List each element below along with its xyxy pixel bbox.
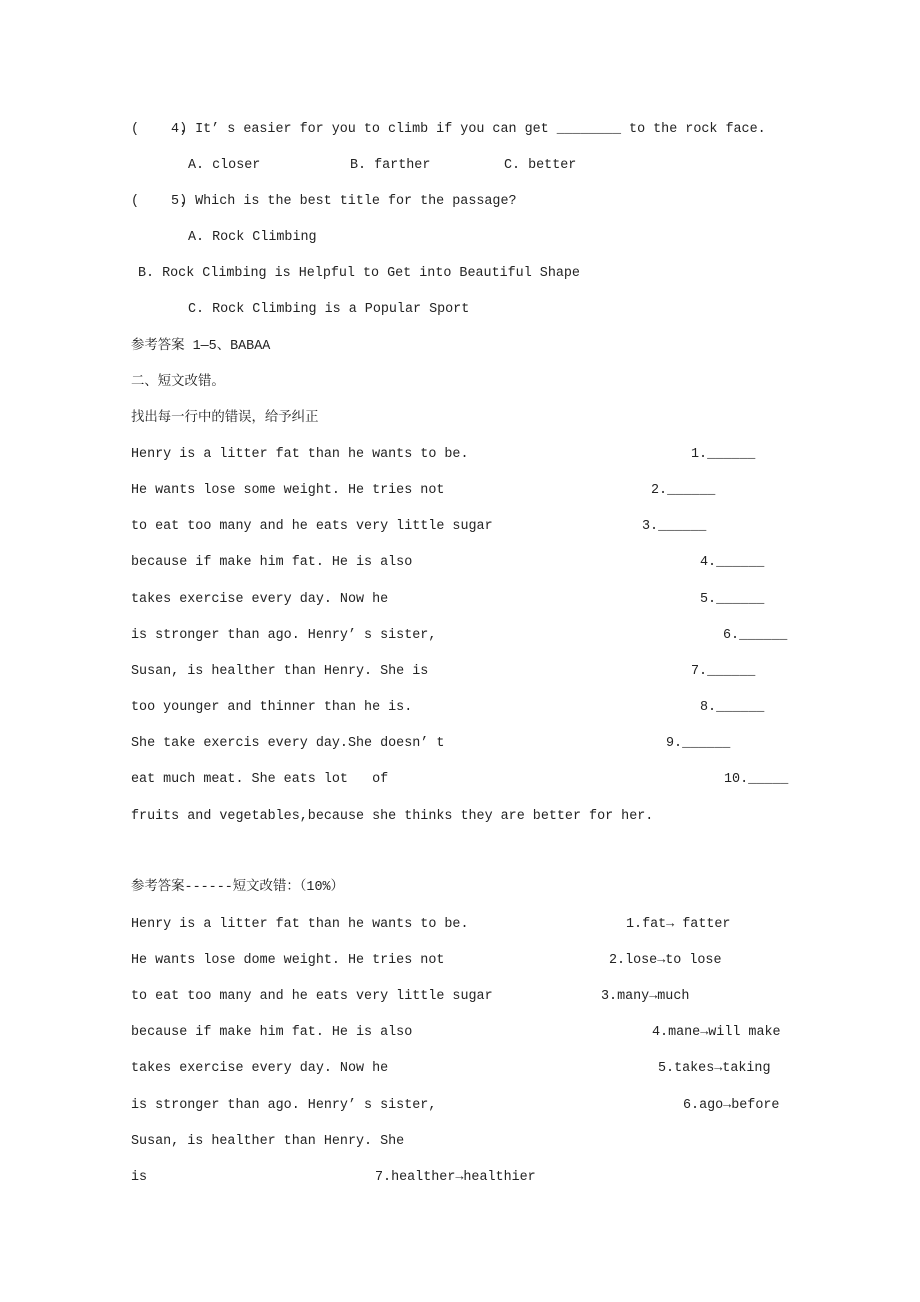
answer-blank: 2.______ [651,483,716,498]
answer-blank: 7.______ [691,664,756,679]
answer-blank: 10._____ [724,772,789,787]
correction: 5.takes→taking [658,1061,771,1076]
question-5-option-c: C. Rock Climbing is a Popular Sport [188,302,470,317]
correction: 6.ago→before [683,1098,780,1113]
question-5-option-a: A. Rock Climbing [188,230,317,245]
passage-line: eat much meat. She eats lot of [131,772,389,787]
correction: 4.mane→will make [652,1025,781,1040]
section-2-instruction: 找出每一行中的错误，给予纠正 [131,411,319,426]
question-4-paren: ( ) [131,122,188,137]
correction: 2.lose→to lose [609,953,722,968]
question-4-option-c: C. better [504,158,577,173]
question-4-option-b: B. farther [350,158,431,173]
question-4-text: 4. It’ s easier for you to climb if you can get ________ to the rock face. [171,122,766,137]
answer-key-2-title: 参考答案------短文改错：（10%） [131,880,344,895]
answer-passage-line: He wants lose dome weight. He tries not [131,953,445,968]
answer-passage-line: Henry is a litter fat than he wants to be. [131,917,469,932]
passage-line: Henry is a litter fat than he wants to be. [131,447,469,462]
answer-passage-line: to eat too many and he eats very little sugar [131,989,493,1004]
answer-key-1: 参考答案 1—5、BABAA [131,339,271,354]
passage-line: because if make him fat. He is also [131,555,413,570]
passage-line: is stronger than ago. Henry’ s sister, [131,628,437,643]
section-2-title: 二、短文改错。 [131,375,225,390]
answer-passage-line: is [131,1170,148,1185]
passage-line: fruits and vegetables,because she thinks they are better for her. [131,809,654,824]
passage-line: Susan, is healther than Henry. She is [131,664,429,679]
passage-line: takes exercise every day. Now he [131,592,389,607]
passage-line: He wants lose some weight. He tries not [131,483,445,498]
answer-passage-line: is stronger than ago. Henry’ s sister, [131,1098,437,1113]
answer-blank: 1.______ [691,447,756,462]
answer-blank: 3.______ [642,519,707,534]
question-4-option-a: A. closer [188,158,261,173]
passage-line: too younger and thinner than he is. [131,700,413,715]
answer-passage-line: because if make him fat. He is also [131,1025,413,1040]
answer-blank: 4.______ [700,555,765,570]
passage-line: to eat too many and he eats very little sugar [131,519,493,534]
correction: 3.many→much [601,989,690,1004]
answer-passage-line: Susan, is healther than Henry. She [131,1134,405,1149]
correction: 1.fat→ fatter [626,917,731,932]
correction: 7.healther→healthier [375,1170,536,1185]
answer-blank: 6.______ [723,628,788,643]
answer-blank: 8.______ [700,700,765,715]
answer-blank: 5.______ [700,592,765,607]
question-5-paren: ( ) [131,194,188,209]
question-5-text: 5. Which is the best title for the passage? [171,194,517,209]
passage-line: She take exercis every day.She doesn’ t [131,736,445,751]
answer-passage-line: takes exercise every day. Now he [131,1061,389,1076]
answer-blank: 9.______ [666,736,731,751]
question-5-option-b: B. Rock Climbing is Helpful to Get into Beautiful Shape [138,266,580,281]
